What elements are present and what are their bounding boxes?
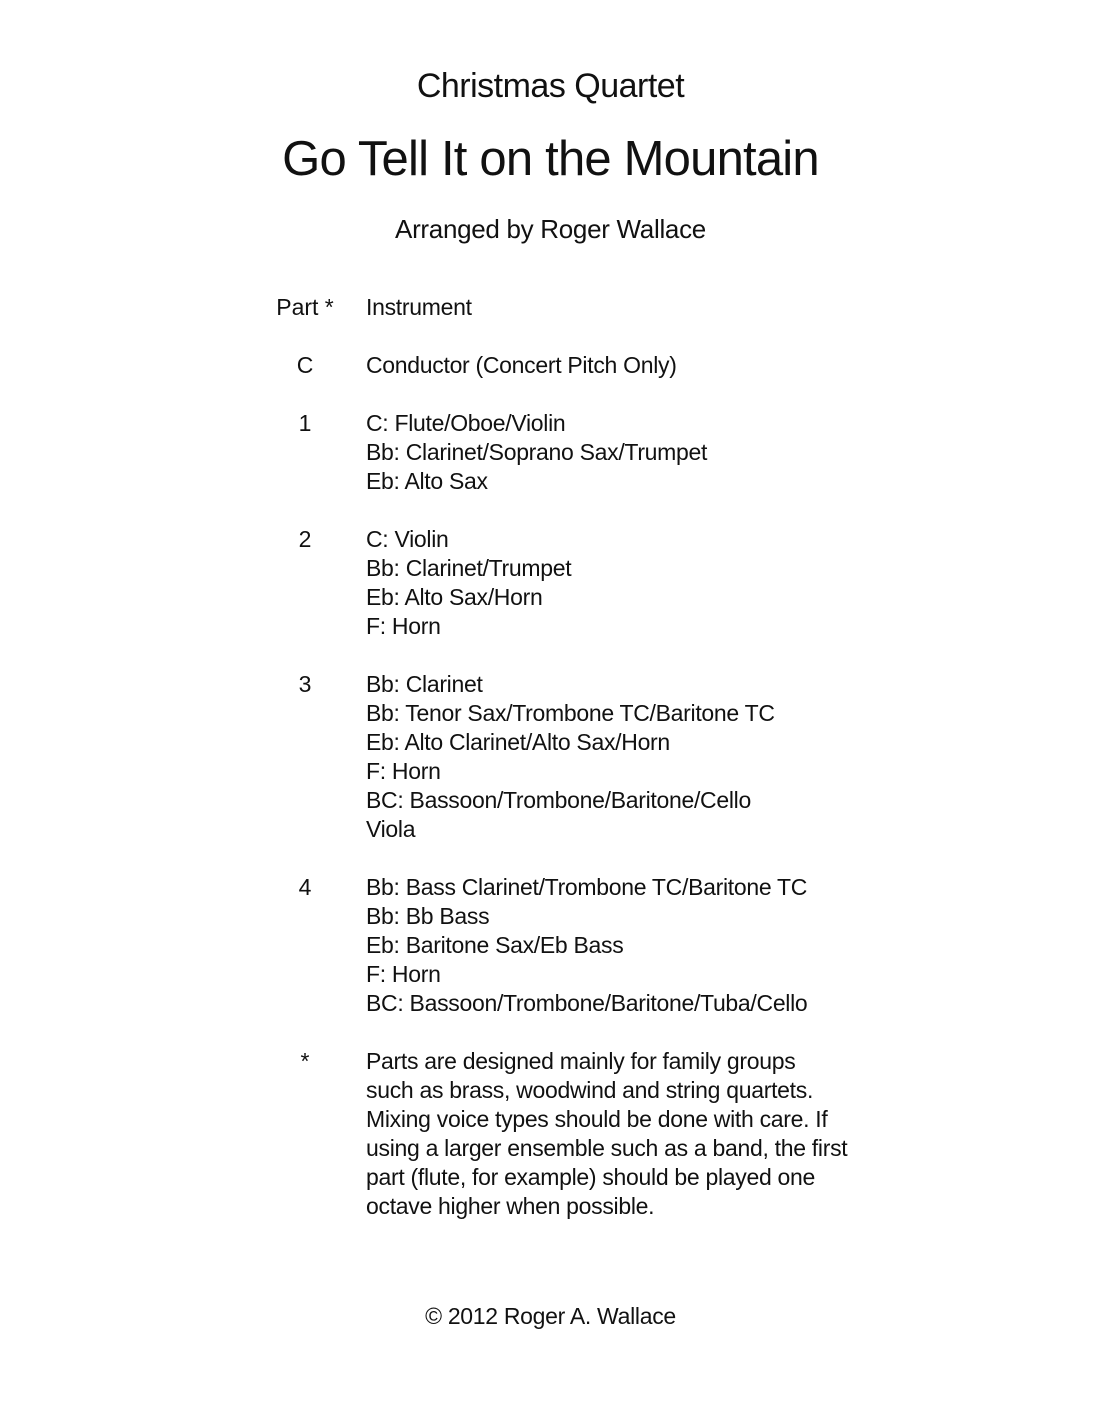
footnote-line: using a larger ensemble such as a band, the first: [366, 1135, 848, 1161]
part-number: C: [296, 352, 314, 378]
part-number: 3: [298, 671, 312, 697]
footnote-line: part (flute, for example) should be played one: [366, 1164, 816, 1190]
parts-table-header: [0, 293, 1101, 325]
part-number: 1: [298, 410, 312, 436]
instrument-list: [366, 670, 1066, 844]
instrument-line: Bb: Bb Bass: [366, 903, 490, 929]
footnote-line: such as brass, woodwind and string quartets.: [366, 1077, 814, 1103]
instrument-line: Eb: Alto Sax: [366, 468, 488, 494]
instrument-line: Bb: Clarinet: [366, 671, 483, 697]
instrument-line: Eb: Alto Clarinet/Alto Sax/Horn: [366, 729, 670, 755]
instrument-column-header: Instrument: [366, 294, 472, 320]
instrument-line: BC: Bassoon/Trombone/Baritone/Tuba/Cello: [366, 990, 808, 1016]
instrument-line: Bb: Bass Clarinet/Trombone TC/Baritone TC: [366, 874, 808, 900]
footnote-line: Parts are designed mainly for family groups: [366, 1048, 796, 1074]
part-number: 4: [298, 874, 312, 900]
instrument-line: F: Horn: [366, 961, 441, 987]
instrument-line: Conductor (Concert Pitch Only): [366, 352, 677, 378]
part-column-header: Part *: [276, 294, 334, 320]
instrument-line: Bb: Clarinet/Trumpet: [366, 555, 572, 581]
footnote-line: Mixing voice types should be done with care. If: [366, 1106, 828, 1132]
page-title: Go Tell It on the Mountain: [282, 132, 819, 186]
instrument-line: BC: Bassoon/Trombone/Baritone/Cello: [366, 787, 751, 813]
instrument-line: C: Violin: [366, 526, 449, 552]
footnote-text: [366, 1047, 1066, 1221]
instrument-line: Viola: [366, 816, 416, 842]
arranger-credit: Arranged by Roger Wallace: [395, 214, 706, 244]
part-number: 2: [298, 526, 312, 552]
copyright-notice: © 2012 Roger A. Wallace: [425, 1303, 676, 1329]
series-title: Christmas Quartet: [416, 67, 685, 105]
instrument-list: [366, 873, 1066, 1018]
footnote-line: octave higher when possible.: [366, 1193, 655, 1219]
instrument-line: Eb: Baritone Sax/Eb Bass: [366, 932, 624, 958]
instrument-line: F: Horn: [366, 613, 441, 639]
instrument-list: [366, 351, 1066, 380]
instrument-line: F: Horn: [366, 758, 441, 784]
instrument-line: Bb: Clarinet/Soprano Sax/Trumpet: [366, 439, 708, 465]
instrument-list: [366, 409, 1066, 496]
instrument-line: Eb: Alto Sax/Horn: [366, 584, 543, 610]
instrument-line: Bb: Tenor Sax/Trombone TC/Baritone TC: [366, 700, 775, 726]
instrument-line: C: Flute/Oboe/Violin: [366, 410, 566, 436]
instrument-list: [366, 525, 1066, 641]
footnote-marker: *: [300, 1048, 310, 1074]
